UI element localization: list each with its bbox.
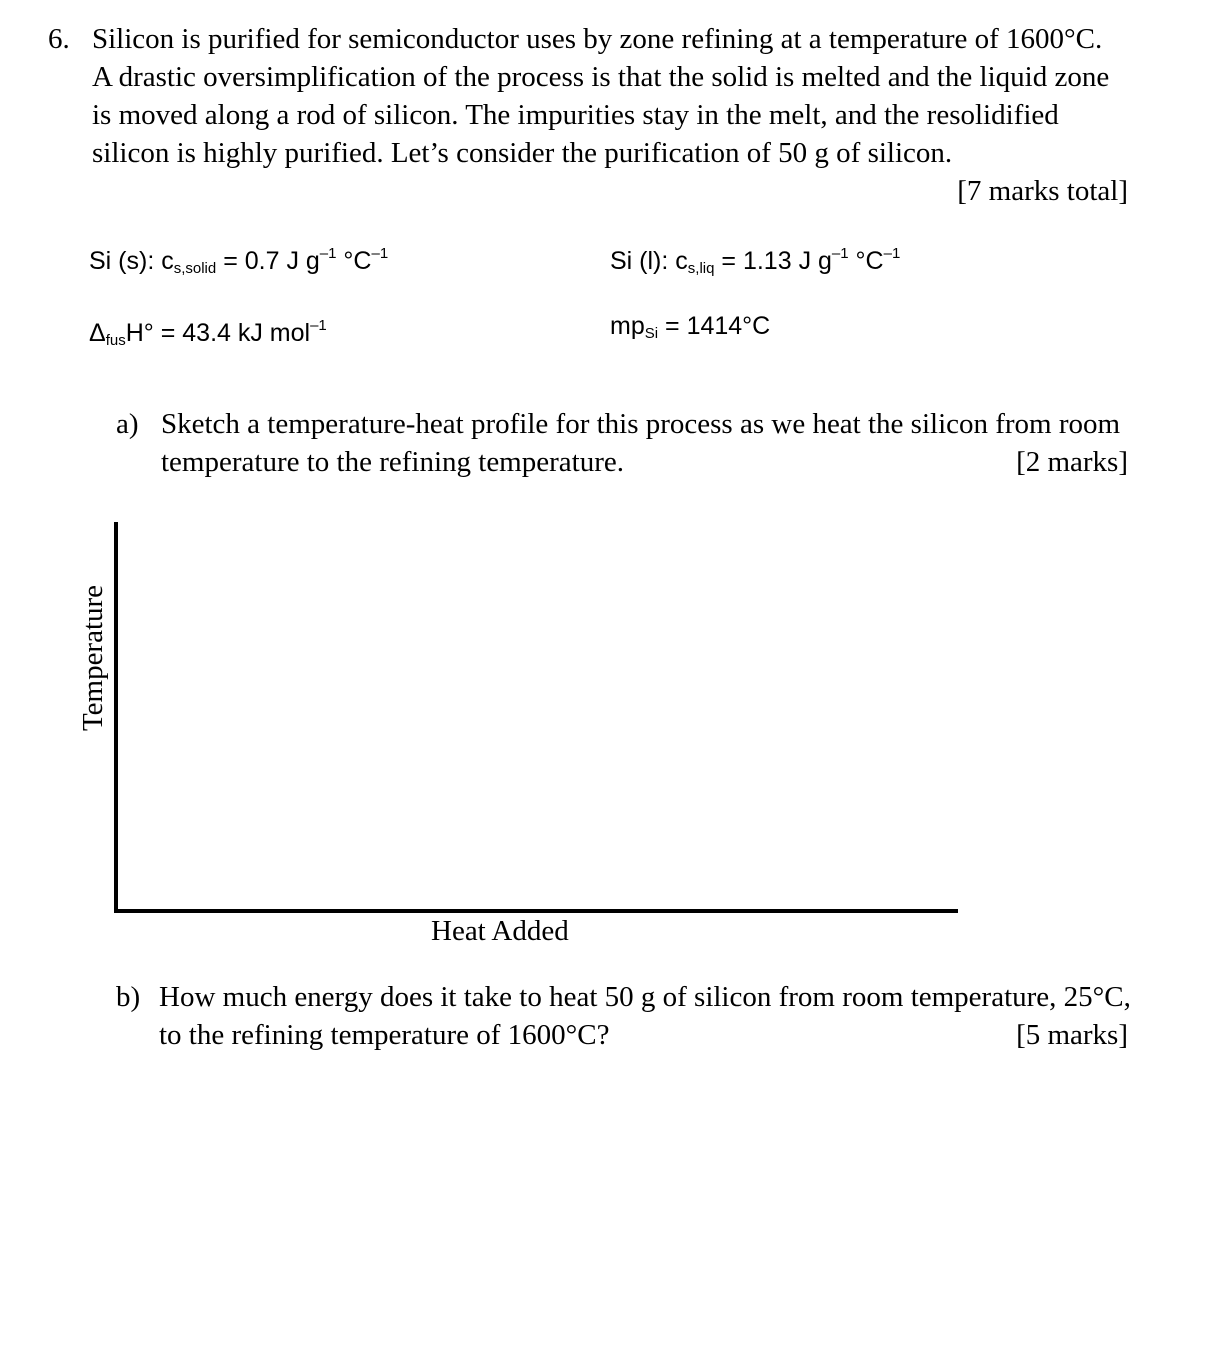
part-a-marks: [2 marks] <box>1016 446 1128 478</box>
question-text-line-3: is moved along a rod of silicon. The impurities stay in the melt, and the resolidified <box>92 99 1059 131</box>
part-b-text-line-1: How much energy does it take to heat 50 g of silicon from room temperature, 25°C, <box>159 981 1131 1013</box>
part-b-label: b) <box>116 981 141 1013</box>
question-text-line-4: silicon is highly purified. Let’s consider the purification of 50 g of silicon. <box>92 137 953 169</box>
si-liquid-heat-capacity: Si (l): $c_{s,liq} = 1.13$ J $g^{-1}$ $^\circ C^{-1}$ <box>610 245 901 277</box>
total-marks: [7 marks total] <box>957 175 1128 207</box>
question-text-line-1: Silicon is purified for semiconductor uses by zone refining at a temperature of 1600°C. <box>92 23 1103 55</box>
part-a-label: a) <box>116 408 139 440</box>
part-a-text-line-1: Sketch a temperature-heat profile for this process as we heat the silicon from room <box>161 408 1121 440</box>
melting-point: $mp_{Si} = 1414^\circ C$ <box>610 312 771 342</box>
y-axis-label: Temperature <box>77 584 109 732</box>
si-solid-heat-capacity: Si (s): $c_{s,solid} = 0.7$ J $g^{-1}$ $^\circ C^{-1}$ <box>89 245 389 277</box>
question-text-line-2: A drastic oversimplification of the process is that the solid is melted and the liquid zone <box>92 61 1110 93</box>
temperature-axis <box>114 522 118 913</box>
x-axis-label: Heat Added <box>431 915 569 947</box>
part-b-marks: [5 marks] <box>1016 1019 1128 1051</box>
part-b-text-line-2: to the refining temperature of 1600°C? <box>159 1019 610 1051</box>
fusion-enthalpy: $\Delta_{fus}H^\circ = 43.4$ kJ mol$^{-1}$ <box>89 317 327 349</box>
question-number: 6. <box>48 23 70 55</box>
part-a-text-line-2: temperature to the refining temperature. <box>161 446 624 478</box>
